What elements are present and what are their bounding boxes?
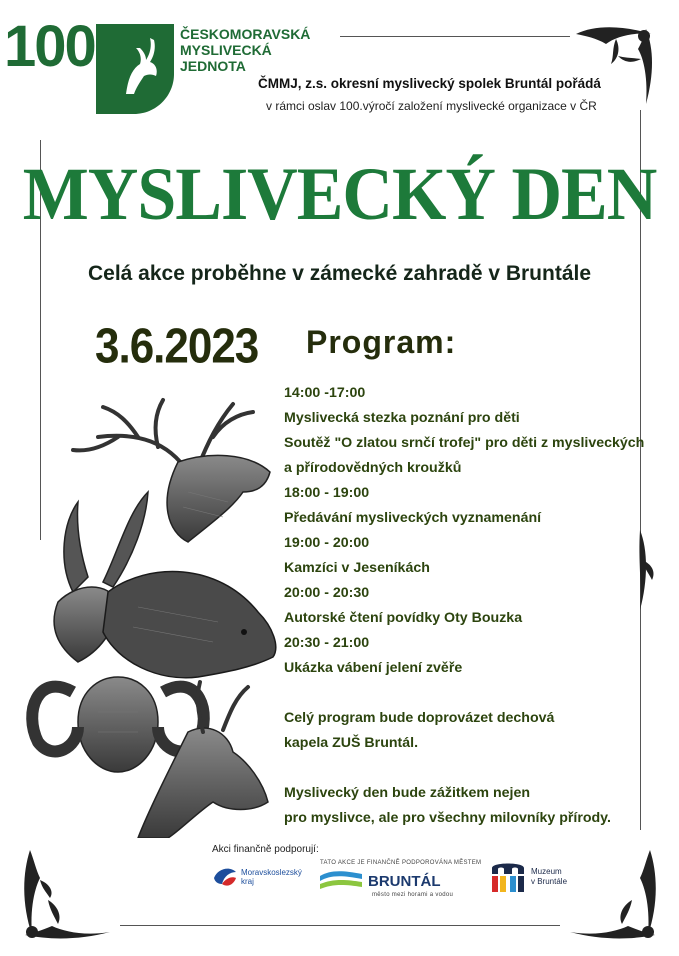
muzeum-logo bbox=[490, 860, 567, 894]
frame-bottom-line bbox=[120, 925, 560, 926]
bruntal-logo bbox=[320, 860, 481, 898]
program-item: 14:00 -17:00 bbox=[284, 385, 366, 401]
muzeum-line-2: v Bruntále bbox=[531, 877, 568, 886]
sponsors-heading: Akci finančně podporují: bbox=[212, 844, 319, 855]
deer-logo-icon bbox=[96, 24, 174, 114]
logo-line-2: MYSLIVECKÁ bbox=[180, 42, 272, 58]
logo-line-1: ČESKOMORAVSKÁ bbox=[180, 26, 311, 42]
logo-text bbox=[180, 26, 310, 74]
game-animals-illustration bbox=[18, 392, 280, 838]
logo-100: 100 bbox=[4, 14, 95, 79]
ms-kraj-line-1: Moravskoslezský bbox=[241, 868, 302, 877]
ms-kraj-line-2: kraj bbox=[241, 877, 254, 886]
venue-line: Celá akce proběhne v zámecké zahradě v Bruntále bbox=[87, 262, 592, 285]
program-list bbox=[284, 381, 644, 831]
program-heading: Program: bbox=[306, 324, 457, 360]
program-item: Předávání mysliveckých vyznamenání bbox=[284, 510, 542, 526]
logo-line-3: JEDNOTA bbox=[180, 58, 246, 74]
program-item: 20:30 - 21:00 bbox=[284, 635, 370, 651]
program-item: Myslivecká stezka poznání pro děti bbox=[284, 410, 520, 426]
event-title: MYSLIVECKÝ DEN bbox=[22, 152, 657, 237]
ms-kraj-logo bbox=[212, 866, 302, 888]
muzeum-icon bbox=[490, 860, 526, 894]
anniversary-line: v rámci oslav 100.výročí založení myslivecké organizace v ČR bbox=[266, 99, 597, 113]
note-line: kapela ZUŠ Bruntál. bbox=[284, 735, 419, 751]
program-item: Autorské čtení povídky Oty Bouzka bbox=[284, 610, 523, 626]
ms-kraj-icon bbox=[212, 866, 238, 888]
bruntal-name: BRUNTÁL bbox=[368, 872, 441, 890]
program-item: 20:00 - 20:30 bbox=[284, 585, 370, 601]
organizer-line: ČMMJ, z.s. okresní myslivecký spolek Bruntál pořádá bbox=[258, 76, 601, 91]
program-item: Kamzíci v Jeseníkách bbox=[284, 560, 430, 576]
frame-top-line bbox=[340, 36, 570, 37]
event-date: 3.6.2023 bbox=[95, 319, 259, 374]
muzeum-line-1: Muzeum bbox=[531, 867, 562, 876]
bruntal-tagline: město mezi horami a vodou bbox=[372, 892, 454, 898]
program-gap bbox=[284, 756, 644, 781]
program-item: 19:00 - 20:00 bbox=[284, 535, 370, 551]
note-line: pro myslivce, ale pro všechny milovníky přírody. bbox=[284, 810, 611, 826]
program-item: 18:00 - 19:00 bbox=[284, 485, 370, 501]
program-item: a přírodovědných kroužků bbox=[284, 460, 462, 476]
ornament-bottom-right-icon bbox=[570, 840, 670, 950]
program-gap bbox=[284, 681, 644, 706]
bruntal-waves-icon bbox=[320, 870, 362, 892]
ornament-bottom-left-icon bbox=[10, 840, 120, 950]
note-line: Myslivecký den bude zážitkem nejen bbox=[284, 785, 531, 801]
bruntal-support-line: TATO AKCE JE FINANČNĚ PODPOROVÁNA MĚSTEM bbox=[320, 860, 482, 866]
program-item: Soutěž "O zlatou srnčí trofej" pro děti z mysliveckých bbox=[284, 435, 645, 451]
program-item: Ukázka vábení jelení zvěře bbox=[284, 660, 463, 676]
note-line: Celý program bude doprovázet dechová bbox=[284, 710, 555, 726]
